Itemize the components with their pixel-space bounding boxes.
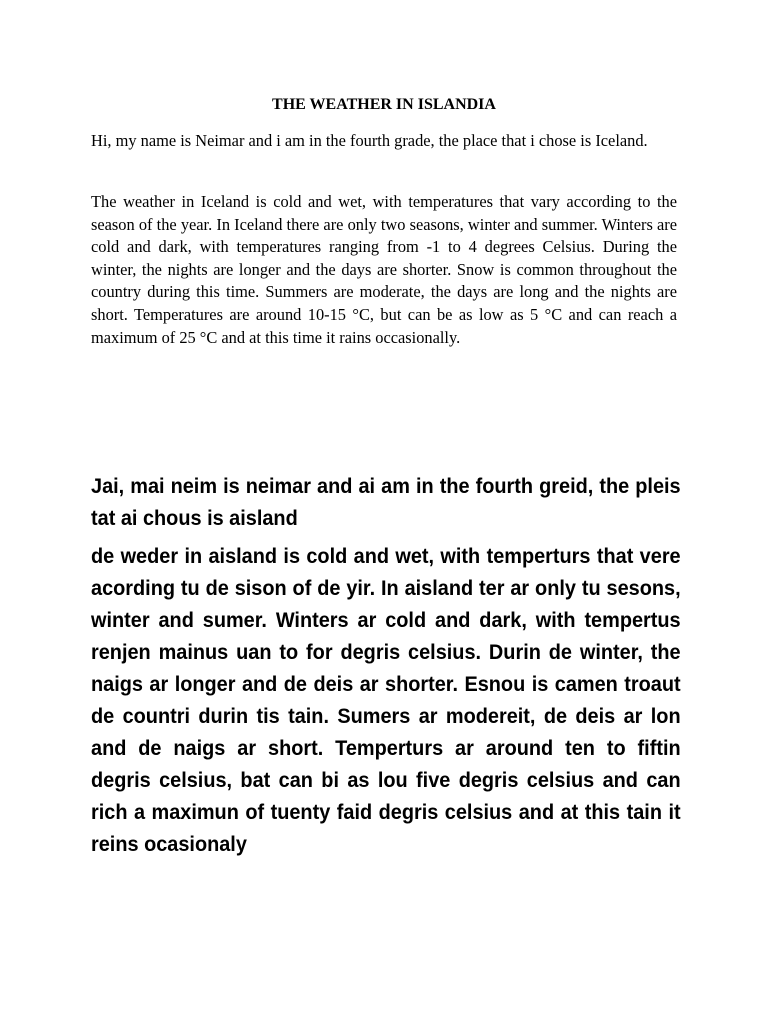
document-title: THE WEATHER IN ISLANDIA xyxy=(272,96,496,113)
intro-paragraph: Hi, my name is Neimar and i am in the fourth grade, the place that i chose is Iceland. xyxy=(91,131,648,150)
weather-paragraph: The weather in Iceland is cold and wet, with temperatures that vary according to the season of the year. In Iceland there are only two seasons, winter and summer. Winters are cold and dark, with temperatures ranging from -1 to 4 degrees Celsius. During the winter, the nights are longer and the days are shorter. Snow is common throughout the country during this time. Summers are moderate, the days are long and the nights are short. Temperatures are around 10-15 °C, but can be as low as 5 °C and can reach a maximum of 25 °C and at this time it rains occasionally. xyxy=(91,192,677,347)
phonetic-intro-paragraph: Jai, mai neim is neimar and ai am in the fourth greid, the pleis tat ai chous is aisland xyxy=(91,474,681,530)
phonetic-weather-paragraph: de weder in aisland is cold and wet, with temperturs that vere acording tu de sison of de yir. In aisland ter ar only tu sesons, winter and sumer. Winters ar cold and dark, with tempertus renjen mainus uan to for degris celsius. Durin de winter, the naigs ar longer and de deis ar shorter. Esnou is camen troaut de countri durin tis tain. Sumers ar modereit, de deis ar lon and de naigs ar short. Temperturs ar around ten to fiftin degris celsius, bat can bi as lou five degris celsius and can rich a maximun of tuenty faid degris celsius and at this tain it reins ocasionaly xyxy=(91,544,681,856)
